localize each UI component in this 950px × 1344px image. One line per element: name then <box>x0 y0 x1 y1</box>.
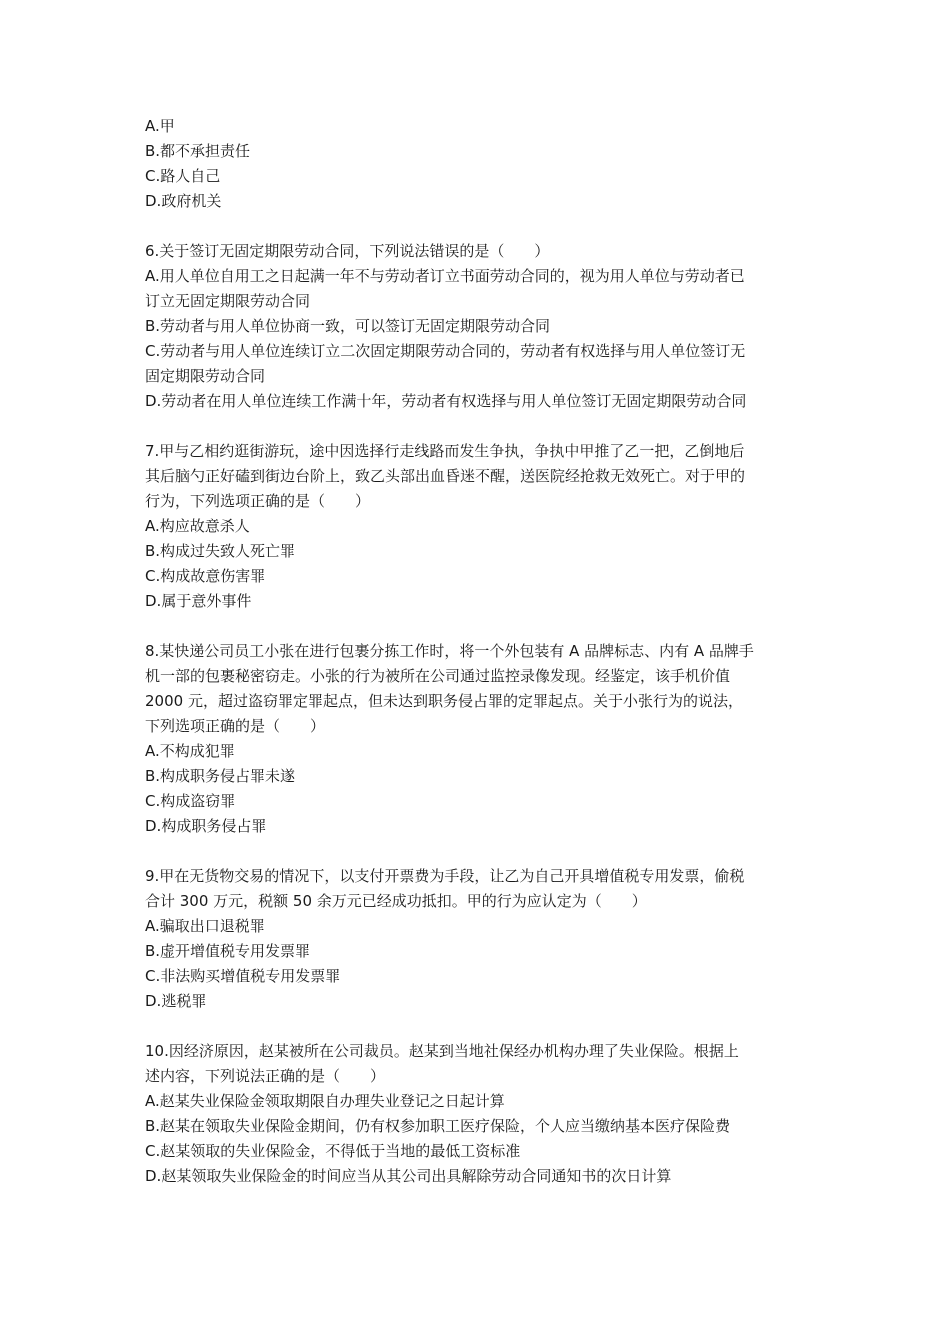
option-c: C.非法购买增值税专用发票罪 <box>145 967 341 985</box>
option-d: D.构成职务侵占罪 <box>145 817 267 835</box>
question-stem-continued: 其后脑勺正好磕到街边台阶上，致乙头部出血昏迷不醒，送医院经抢救无效死亡。对于甲的 <box>145 467 746 485</box>
question-6 <box>145 239 811 414</box>
question-stem: 8.某快递公司员工小张在进行包裹分拣工作时，将一个外包装有 A 品牌标志、内有 A 品牌手 <box>145 642 754 660</box>
question-10 <box>145 1039 811 1189</box>
option-a: A.骗取出口退税罪 <box>145 917 265 935</box>
option-a: A.不构成犯罪 <box>145 742 235 760</box>
option-d: D.政府机关 <box>145 192 222 210</box>
spacer <box>145 214 811 239</box>
option-a: A.甲 <box>145 117 175 135</box>
option-d: D.劳动者在用人单位连续工作满十年，劳动者有权选择与用人单位签订无固定期限劳动合同 <box>145 392 747 410</box>
option-a-continued: 订立无固定期限劳动合同 <box>145 292 311 310</box>
option-c: C.构成故意伤害罪 <box>145 567 266 585</box>
question-stem-continued: 下列选项正确的是（ ） <box>145 717 326 735</box>
option-b: B.虚开增值税专用发票罪 <box>145 942 311 960</box>
option-b: B.构成职务侵占罪未遂 <box>145 767 296 785</box>
spacer <box>145 614 811 639</box>
question-7 <box>145 439 811 614</box>
question-9 <box>145 864 811 1014</box>
question-8 <box>145 639 811 839</box>
option-c: C.路人自己 <box>145 167 221 185</box>
option-d: D.属于意外事件 <box>145 592 252 610</box>
option-c: C.赵某领取的失业保险金，不得低于当地的最低工资标准 <box>145 1142 521 1160</box>
option-d: D.赵某领取失业保险金的时间应当从其公司出具解除劳动合同通知书的次日计算 <box>145 1167 672 1185</box>
question-stem: 6.关于签订无固定期限劳动合同，下列说法错误的是（ ） <box>145 242 550 260</box>
option-c: C.构成盗窃罪 <box>145 792 236 810</box>
option-a: A.构应故意杀人 <box>145 517 250 535</box>
question-stem-continued: 2000 元，超过盗窃罪定罪起点，但未达到职务侵占罪的定罪起点。关于小张行为的说法， <box>145 692 743 710</box>
option-b: B.构成过失致人死亡罪 <box>145 542 296 560</box>
question-stem-continued: 合计 300 万元，税额 50 余万元已经成功抵扣。甲的行为应认定为（ ） <box>145 892 647 910</box>
option-b: B.赵某在领取失业保险金期间，仍有权参加职工医疗保险，个人应当缴纳基本医疗保险费 <box>145 1117 731 1135</box>
option-c: C.劳动者与用人单位连续订立二次固定期限劳动合同的，劳动者有权选择与用人单位签订无 <box>145 342 746 360</box>
question-stem: 10.因经济原因，赵某被所在公司裁员。赵某到当地社保经办机构办理了失业保险。根据上 <box>145 1042 739 1060</box>
question-stem: 9.甲在无货物交易的情况下，以支付开票费为手段，让乙为自己开具增值税专用发票，偷税 <box>145 867 745 885</box>
spacer <box>145 1014 811 1039</box>
question-stem-continued: 行为，下列选项正确的是（ ） <box>145 492 371 510</box>
option-a: A.用人单位自用工之日起满一年不与劳动者订立书面劳动合同的，视为用人单位与劳动者已 <box>145 267 745 285</box>
question-stem-continued: 述内容，下列说法正确的是（ ） <box>145 1067 386 1085</box>
spacer <box>145 414 811 439</box>
option-c-continued: 固定期限劳动合同 <box>145 367 266 385</box>
option-a: A.赵某失业保险金领取期限自办理失业登记之日起计算 <box>145 1092 505 1110</box>
question-5-options <box>145 114 811 214</box>
exam-content <box>145 114 811 1189</box>
option-b: B.劳动者与用人单位协商一致，可以签订无固定期限劳动合同 <box>145 317 551 335</box>
option-d: D.逃税罪 <box>145 992 207 1010</box>
question-stem: 7.甲与乙相约逛街游玩，途中因选择行走线路而发生争执，争执中甲推了乙一把，乙倒地后 <box>145 442 745 460</box>
question-stem-continued: 机一部的包裹秘密窃走。小张的行为被所在公司通过监控录像发现。经鉴定，该手机价值 <box>145 667 731 685</box>
option-b: B.都不承担责任 <box>145 142 251 160</box>
spacer <box>145 839 811 864</box>
